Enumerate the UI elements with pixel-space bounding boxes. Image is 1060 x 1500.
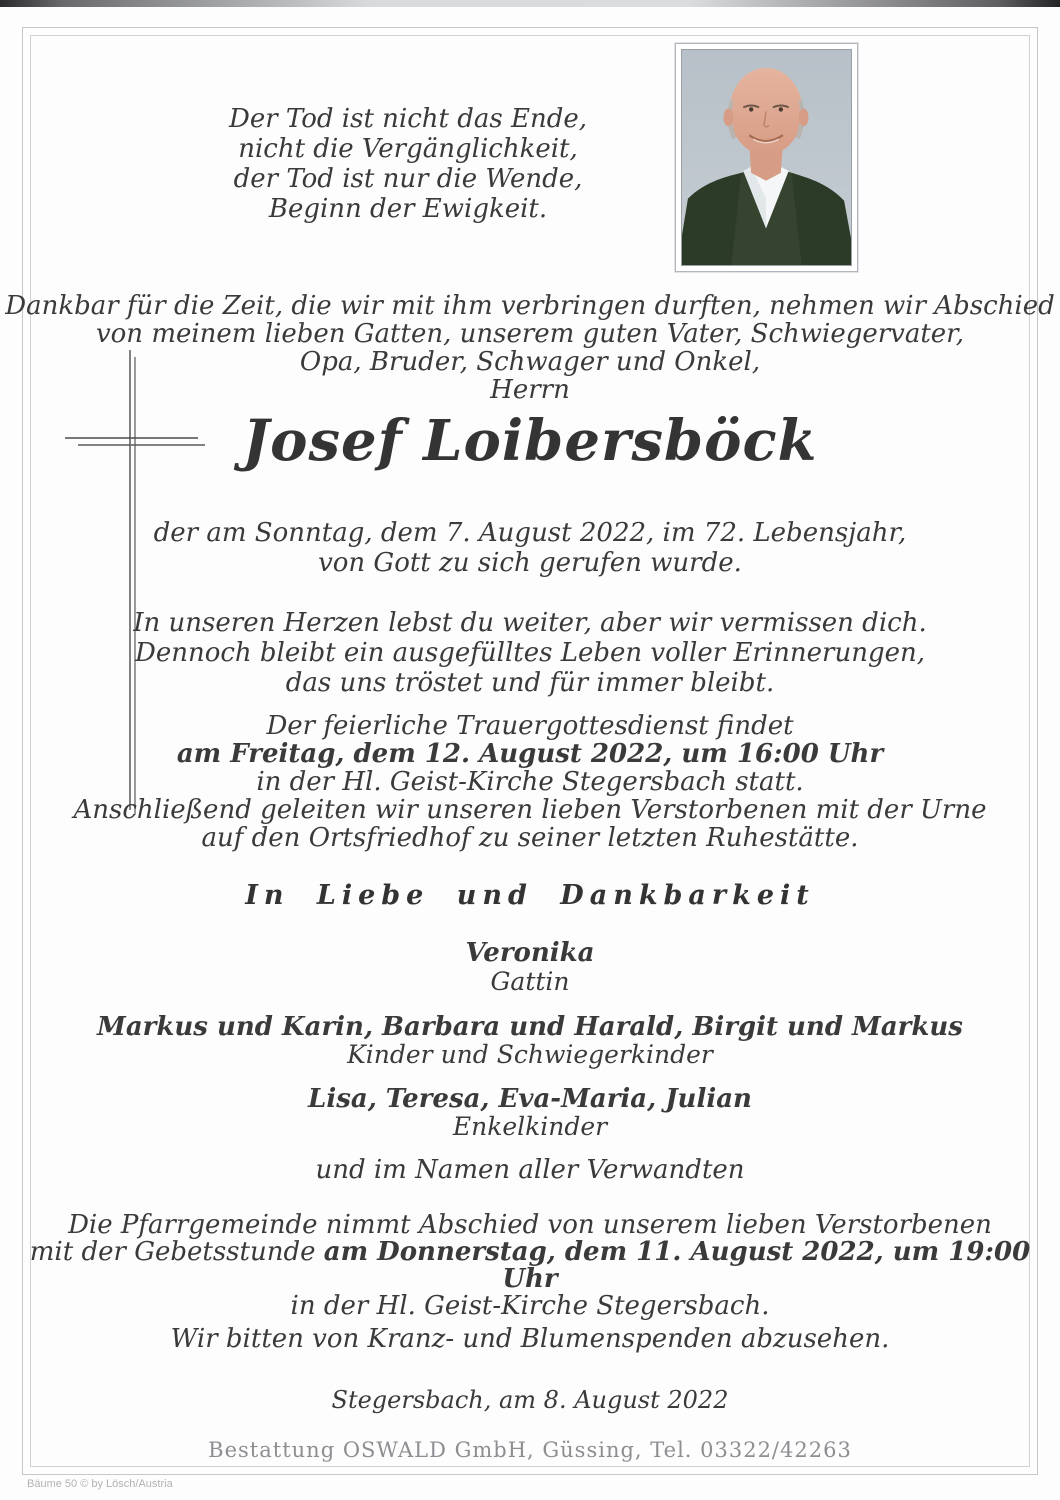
verse-line: Dennoch bleibt ein ausgefülltes Leben voller Erinnerungen,: [134, 638, 926, 668]
prayer-datetime: am Donnerstag, dem 11. August 2022, um 19:00 Uhr: [323, 1237, 1031, 1294]
death-info-line: von Gott zu sich gerufen wurde.: [318, 548, 742, 578]
intro-line: Dankbar für die Zeit, die wir mit ihm verbringen durften, nehmen wir Abschied: [5, 291, 1055, 321]
verse-line: In unseren Herzen lebst du weiter, aber wir vermissen dich.: [133, 608, 927, 638]
relatives-note: und im Namen aller Verwandten: [315, 1155, 745, 1185]
poem-line: Der Tod ist nicht das Ende,: [228, 104, 588, 134]
intro-line-herrn: Herrn: [490, 375, 570, 405]
prayer-line: Die Pfarrgemeinde nimmt Abschied von unserem lieben Verstorbenen: [68, 1210, 992, 1240]
service-datetime: am Freitag, dem 12. August 2022, um 16:00 Uhr: [176, 739, 884, 769]
prayer-line-prefix: mit der Gebetsstunde: [29, 1237, 324, 1267]
funeral-home-footer: Bestattung OSWALD GmbH, Güssing, Tel. 03322/42263: [208, 1438, 852, 1462]
closing-salutation: In Liebe und Dankbarkeit: [245, 880, 815, 911]
prayer-details: [0, 1212, 1060, 1320]
service-line: auf den Ortsfriedhof zu seiner letzten Ruhestätte.: [201, 823, 859, 853]
service-details: [0, 712, 1060, 852]
intro-line: von meinem lieben Gatten, unserem guten Vater, Schwiegervater,: [95, 319, 965, 349]
mourner-names-grandchildren: Lisa, Teresa, Eva-Maria, Julian: [308, 1084, 752, 1114]
dateline: Stegersbach, am 8. August 2022: [331, 1386, 729, 1414]
scan-edge-artifact: [0, 0, 1060, 7]
print-footnote: Bäume 50 © by Lösch/Austria: [27, 1478, 173, 1490]
mourner-relation-wife: Gattin: [490, 967, 570, 996]
mourner-names-wife: Veronika: [465, 938, 595, 968]
mourner-relation-grandchildren: Enkelkinder: [452, 1112, 608, 1141]
poem-line: nicht die Vergänglichkeit,: [238, 134, 578, 164]
verse-line: das uns tröstet und für immer bleibt.: [285, 668, 775, 698]
service-line: Anschließend geleiten wir unseren lieben Verstorbenen mit der Urne: [73, 795, 987, 825]
service-line: in der Hl. Geist-Kirche Stegersbach statt.: [256, 767, 804, 797]
opening-poem: [0, 104, 816, 224]
death-info-line: der am Sonntag, dem 7. August 2022, im 72. Lebensjahr,: [153, 518, 907, 548]
mourner-names-children: Markus und Karin, Barbara und Harald, Birgit und Markus: [97, 1012, 963, 1042]
death-info: [0, 518, 1060, 578]
flowers-note: Wir bitten von Kranz- und Blumenspenden abzusehen.: [170, 1324, 890, 1354]
memorial-verse: [0, 608, 1060, 698]
service-line: Der feierliche Trauergottesdienst findet: [266, 711, 794, 741]
prayer-line: [0, 1239, 1060, 1293]
poem-line: Beginn der Ewigkeit.: [268, 194, 548, 224]
intro-paragraph: [0, 292, 1060, 404]
prayer-line: in der Hl. Geist-Kirche Stegersbach.: [290, 1291, 770, 1321]
intro-line: Opa, Bruder, Schwager und Onkel,: [299, 347, 761, 377]
deceased-name: Josef Loibersböck: [242, 408, 818, 474]
mourner-relation-children: Kinder und Schwiegerkinder: [347, 1040, 713, 1069]
poem-line: der Tod ist nur die Wende,: [233, 164, 583, 194]
